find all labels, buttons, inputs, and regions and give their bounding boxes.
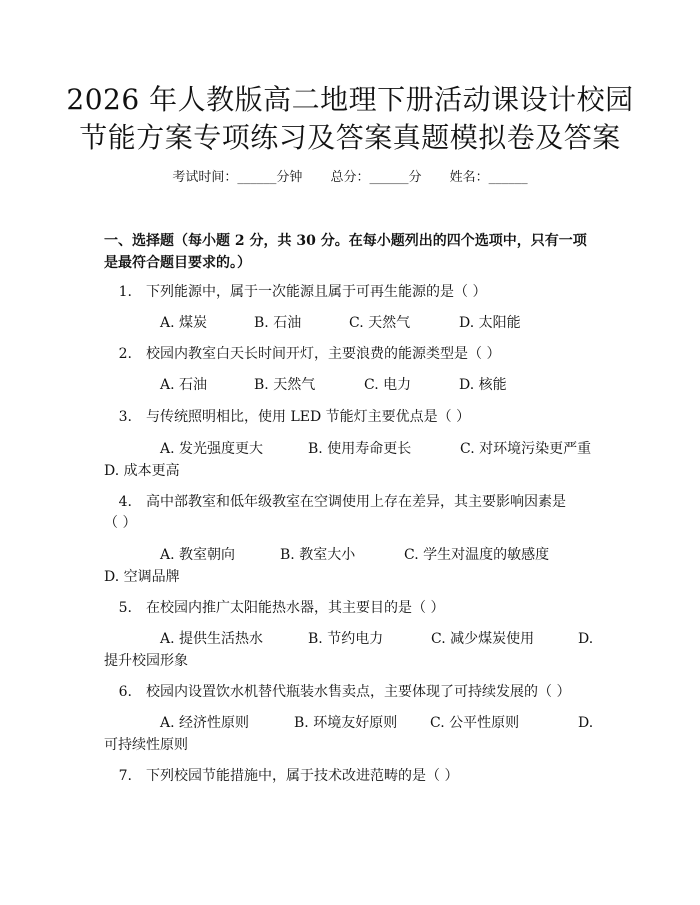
question-5 [104,597,598,619]
question-number: 1. [118,284,132,300]
option-d: D. [578,631,594,647]
option-c: C. 对环境污染更严重 [460,441,592,457]
question-number: 3. [118,409,132,425]
option-b: B. 天然气 [254,377,316,393]
question-1 [104,281,598,303]
question-text: 高中部教室和低年级教室在空调使用上存在差异，其主要影响因素是 [146,494,566,510]
question-2 [104,343,598,365]
option-b: B. 节约电力 [308,631,384,647]
question-text: 下列能源中，属于一次能源且属于可再生能源的是（ ） [146,284,487,300]
option-d: D. [578,715,594,731]
option-d-text: 提升校园形象 [104,653,188,669]
option-c: C. 公平性原则 [430,715,520,731]
option-d: D. 核能 [459,377,507,393]
option-c: C. 学生对温度的敏感度 [404,547,550,563]
option-a: A. 发光强度更大 [160,441,264,457]
option-d: D. 成本更高 [104,463,180,479]
exam-score: 总分：______分 [330,170,422,185]
question-number: 4. [118,494,132,510]
option-d: D. 空调品牌 [104,569,180,585]
option-a: A. 经济性原则 [160,715,250,731]
option-b: B. 环境友好原则 [294,715,398,731]
option-b: B. 使用寿命更长 [308,441,412,457]
question-7 [104,765,598,787]
question-4 [104,491,598,513]
question-text: 下列校园节能措施中，属于技术改进范畴的是（ ） [146,768,459,784]
option-a: A. 煤炭 [160,315,208,331]
section-title: 一、选择题（每小题 2 分，共 30 分。在每小题列出的四个选项中，只有一项是最符合题目要求的。） [104,233,587,271]
question-text: 在校园内推广太阳能热水器，其主要目的是（ ） [146,600,445,616]
option-b: B. 教室大小 [280,547,356,563]
question-text: 校园内设置饮水机替代瓶装水售卖点，主要体现了可持续发展的（ ） [146,684,571,700]
question-number: 6. [118,684,132,700]
question-4-wrap [104,512,598,534]
option-b: B. 石油 [254,315,302,331]
title-line-1: 2026 年人教版高二地理下册活动课设计校园 [66,83,634,116]
option-c: C. 天然气 [349,315,411,331]
question-number: 5. [118,600,132,616]
option-a: A. 石油 [160,377,208,393]
question-text-cont: （ ） [104,515,137,531]
option-c: C. 电力 [364,377,412,393]
option-a: A. 教室朝向 [160,547,236,563]
question-text: 校园内教室白天长时间开灯，主要浪费的能源类型是（ ） [146,346,501,362]
question-number: 7. [118,768,132,784]
question-3 [104,406,598,428]
option-d: D. 太阳能 [459,315,521,331]
question-text: 与传统照明相比，使用 LED 节能灯主要优点是（ ） [146,409,471,425]
option-a: A. 提供生活热水 [160,631,264,647]
option-d-text: 可持续性原则 [104,737,188,753]
exam-meta [0,168,700,188]
question-number: 2. [118,346,132,362]
exam-name: 姓名：______ [449,170,528,185]
option-c: C. 减少煤炭使用 [431,631,535,647]
title-line-2: 节能方案专项练习及答案真题模拟卷及答案 [79,121,621,154]
exam-time: 考试时间：______分钟 [172,170,303,185]
question-6 [104,681,598,703]
